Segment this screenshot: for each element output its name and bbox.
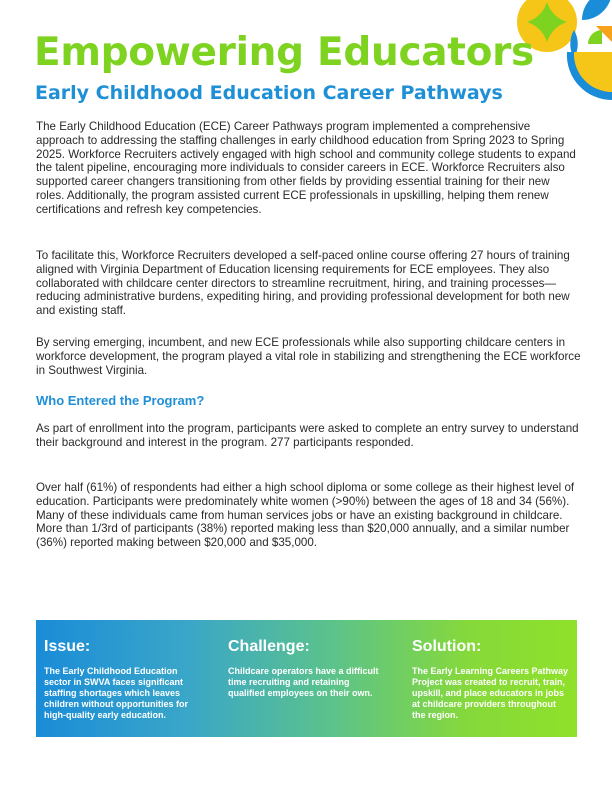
page-subtitle: Early Childhood Education Career Pathways	[35, 82, 503, 104]
intro-paragraph-3: By serving emerging, incumbent, and new ECE professionals while also supporting childcare centers in workforce development, the program played a vital role in stabilizing and strengthening the ECE workforce in Southwest Virginia.	[36, 336, 581, 377]
challenge-text: Childcare operators have a difficult time recruiting and retaining qualified employees on their own.	[228, 666, 379, 698]
deco-blue-leaf	[582, 0, 612, 20]
issue-column	[44, 638, 204, 721]
issue-text: The Early Childhood Education sector in SWVA faces significant staffing shortages which leaves children without opportunities for high-quality early education.	[44, 666, 188, 720]
challenge-column	[228, 638, 388, 699]
deco-green-quarter	[588, 30, 602, 44]
solution-text: The Early Learning Careers Pathway Project was created to recruit, train, upskill, and place educators in jobs at childcare providers throughout the region.	[412, 666, 569, 720]
solution-column	[412, 638, 572, 721]
page-title: Empowering Educators	[34, 30, 534, 75]
solution-heading: Solution:	[412, 638, 482, 655]
intro-paragraph-1: The Early Childhood Education (ECE) Career Pathways program implemented a comprehensive approach to addressing the staffing challenges in early childhood education from Spring 2023 to Spring 2025. Workforce Recruiters actively engaged with high school and community college students to expand the talent pipeline, encouraging more individuals to consider careers in ECE. Workforce Recruiters also supported career changers transitioning from other fields by providing essential training for their new roles. Additionally, the program assisted current ECE professionals in upskilling, helping them renew certifications and refresh key competencies.	[36, 120, 576, 216]
intro-paragraph-2: To facilitate this, Workforce Recruiters developed a self-paced online course offering 27 hours of training aligned with Virginia Department of Education licensing requirements for ECE employees. They also collaborated with childcare center directors to streamline recruitment, hiring, and training processes—reducing administrative burdens, expediting hiring, and providing professional development for both new and existing staff.	[36, 249, 570, 318]
section-paragraph-2: Over half (61%) of respondents had either a high school diploma or some college as their highest level of education. Participants were predominately white women (>90%) between the ages of 18 and 34 (56%). Many of these individuals came from human services jobs or have an existing background in childcare. More than 1/3rd of participants (38%) reported making less than $20,000 annually, and a similar number (36%) reported making between $20,000 and $35,000.	[36, 481, 575, 550]
section-paragraph-1: As part of enrollment into the program, participants were asked to complete an entry survey to understand their background and interest in the program. 277 participants responded.	[36, 422, 579, 449]
issue-challenge-solution-banner	[36, 620, 577, 737]
section-heading: Who Entered the Program?	[36, 393, 205, 408]
challenge-heading: Challenge:	[228, 638, 310, 655]
issue-heading: Issue:	[44, 638, 91, 655]
